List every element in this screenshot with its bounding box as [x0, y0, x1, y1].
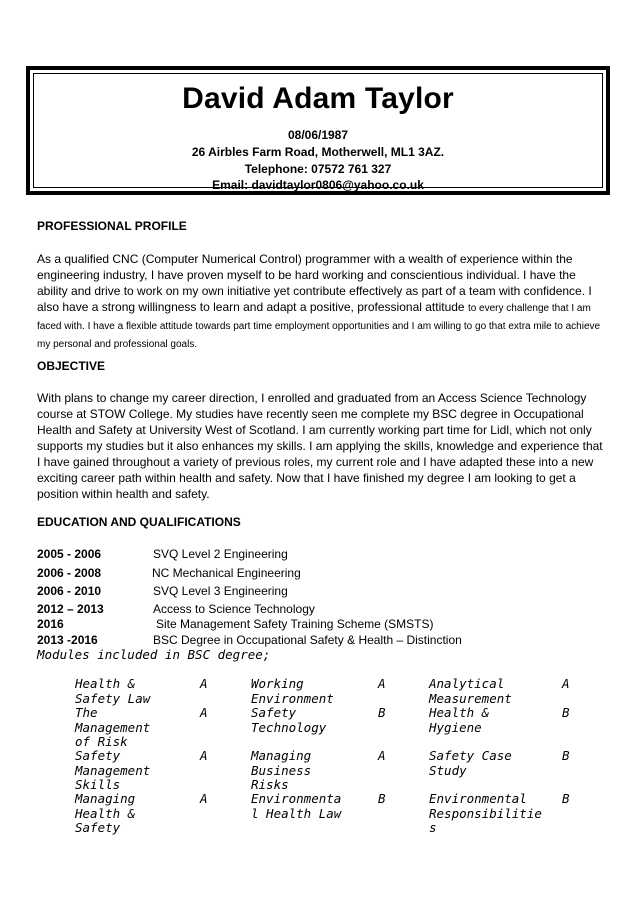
objective-heading: OBJECTIVE — [37, 359, 106, 373]
candidate-name: David Adam Taylor — [182, 82, 454, 115]
module-grade: A — [562, 676, 570, 691]
module-grade: B — [378, 791, 386, 806]
module-grade: A — [200, 748, 208, 763]
education-qualification: SVQ Level 3 Engineering — [153, 584, 288, 598]
profile-heading: PROFESSIONAL PROFILE — [37, 219, 187, 233]
module-grade: A — [200, 676, 208, 691]
module-name: Analytical Measurement — [429, 676, 512, 706]
module-grade: A — [200, 791, 208, 806]
profile-text-main: As a qualified CNC (Computer Numerical Control) programmer with a wealth of experience within the engineering industry, I have proven myself to be hard working and conscientious individual. I have the ability and drive to work on my own initiative yet contribute effectively as part of a team with confidence. I also have a strong willingness to learn and adapt a positive, professional attitude — [37, 252, 592, 314]
date-of-birth: 08/06/1987 — [287, 128, 349, 142]
module-grade: B — [378, 705, 386, 720]
education-year: 2005 - 2006 — [37, 547, 102, 561]
education-year: 2006 - 2008 — [37, 566, 102, 580]
module-grade: B — [562, 791, 570, 806]
module-name: Health & Hygiene — [429, 705, 490, 735]
objective-text: With plans to change my career direction, I enrolled and graduated from an Access Science Technology course at STOW College. My studies have recently seen me complete my BSC degree in Occupational Health and Safety at University West of Scotland. I am currently working part time for Lidl, which not only supports my studies but it also enhances my skills. I am applying the skills, knowledge and experience that I have gained throughout a variety of previous roles, my current role and I have adapted these into a new exciting career path within health and safety. Now that I have finished my degree I am looking to get a position within health and safety. — [37, 391, 603, 501]
email: Email: davidtaylor0806@yahoo.co.uk — [212, 178, 424, 192]
education-year: 2016 — [37, 617, 64, 631]
modules-label: Modules included in BSC degree; — [37, 647, 271, 662]
profile-text — [37, 251, 603, 353]
module-name: Environmenta l Health Law — [251, 791, 342, 821]
module-name: Safety Management Skills — [75, 748, 151, 792]
education-qualification: SVQ Level 2 Engineering — [153, 547, 288, 561]
education-qualification: NC Mechanical Engineering — [152, 566, 301, 580]
education-qualification: Access to Science Technology — [153, 602, 315, 616]
module-name: Working Environment — [251, 676, 334, 706]
education-year: 2006 - 2010 — [37, 584, 102, 598]
module-name: Managing Business Risks — [251, 748, 312, 792]
education-year: 2012 – 2013 — [37, 602, 104, 616]
education-heading: EDUCATION AND QUALIFICATIONS — [37, 515, 241, 529]
header-box — [26, 66, 610, 195]
module-name: Health & Safety Law — [75, 676, 151, 706]
education-qualification: Site Management Safety Training Scheme (SMSTS) — [156, 617, 434, 631]
module-name: Environmental Responsibilitie s — [429, 791, 542, 835]
module-grade: A — [378, 676, 386, 691]
module-grade: A — [200, 705, 208, 720]
module-grade: B — [562, 705, 570, 720]
education-year: 2013 -2016 — [37, 633, 98, 647]
address: 26 Airbles Farm Road, Motherwell, ML1 3AZ. — [191, 145, 445, 159]
module-grade: B — [562, 748, 570, 763]
module-name: The Management of Risk — [75, 705, 151, 749]
profile-text-small: to every challenge that I am faced with. I have a flexible attitude towards part time employment opportunities and I am willing to go that extra mile to achieve my personal and professional goals. — [37, 303, 601, 350]
module-name: Safety Case Study — [429, 748, 512, 778]
education-qualification: BSC Degree in Occupational Safety & Health – Distinction — [153, 633, 462, 647]
module-grade: A — [378, 748, 386, 763]
telephone: Telephone: 07572 761 327 — [244, 162, 392, 176]
module-name: Safety Technology — [251, 705, 327, 735]
module-name: Managing Health & Safety — [75, 791, 136, 835]
